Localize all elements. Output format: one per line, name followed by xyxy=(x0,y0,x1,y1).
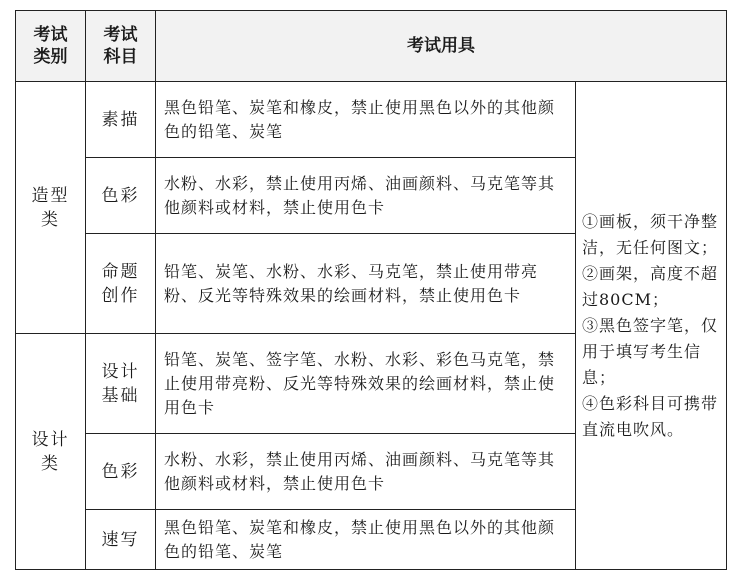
subject-line: 素描 xyxy=(101,109,140,130)
tools-cell: 水粉、水彩，禁止使用丙烯、油画颜料、马克笔等其他颜料或材料，禁止使用色卡 xyxy=(156,158,576,234)
note-item: ①画板，须干净整洁，无任何图文； xyxy=(582,211,719,257)
subject-line: 色彩 xyxy=(101,185,140,206)
tools-cell: 黑色铅笔、炭笔和橡皮，禁止使用黑色以外的其他颜色的铅笔、炭笔 xyxy=(156,82,576,158)
category-cell xyxy=(16,82,86,334)
header-row xyxy=(16,11,727,82)
header-category-line: 考试 xyxy=(33,25,68,45)
subject-cell xyxy=(86,82,156,158)
table-row xyxy=(16,82,727,158)
subject-cell xyxy=(86,434,156,510)
subject-line: 设计 xyxy=(101,361,140,382)
subject-line: 创作 xyxy=(101,285,140,306)
header-subject-line: 科目 xyxy=(103,47,138,67)
header-subject xyxy=(86,11,156,82)
category-line: 造型 xyxy=(31,185,70,206)
tools-cell: 水粉、水彩，禁止使用丙烯、油画颜料、马克笔等其他颜料或材料，禁止使用色卡 xyxy=(156,434,576,510)
category-line: 类 xyxy=(41,209,60,230)
header-subject-line: 考试 xyxy=(103,25,138,45)
tools-cell: 铅笔、炭笔、签字笔、水粉、水彩、彩色马克笔，禁止使用带亮粉、反光等特殊效果的绘画材料，禁止使用色卡 xyxy=(156,334,576,434)
exam-tools-table xyxy=(15,10,727,570)
note-item: ②画架，高度不超过80CM； xyxy=(582,263,719,309)
header-category-line: 类别 xyxy=(33,47,68,67)
note-item: ③黑色签字笔，仅用于填写考生信息； xyxy=(582,315,719,387)
note-item: ④色彩科目可携带直流电吹风。 xyxy=(582,393,719,439)
subject-cell xyxy=(86,510,156,570)
subject-line: 命题 xyxy=(101,261,140,282)
category-line: 类 xyxy=(41,453,60,474)
subject-cell xyxy=(86,334,156,434)
notes-cell xyxy=(576,82,727,570)
subject-line: 基础 xyxy=(101,385,140,406)
header-tools: 考试用具 xyxy=(156,11,727,82)
subject-cell xyxy=(86,158,156,234)
subject-cell xyxy=(86,234,156,334)
header-category xyxy=(16,11,86,82)
tools-cell: 黑色铅笔、炭笔和橡皮，禁止使用黑色以外的其他颜色的铅笔、炭笔 xyxy=(156,510,576,570)
category-line: 设计 xyxy=(31,429,70,450)
tools-cell: 铅笔、炭笔、水粉、水彩、马克笔，禁止使用带亮粉、反光等特殊效果的绘画材料，禁止使用色卡 xyxy=(156,234,576,334)
subject-line: 色彩 xyxy=(101,461,140,482)
category-cell xyxy=(16,334,86,570)
subject-line: 速写 xyxy=(101,529,140,550)
